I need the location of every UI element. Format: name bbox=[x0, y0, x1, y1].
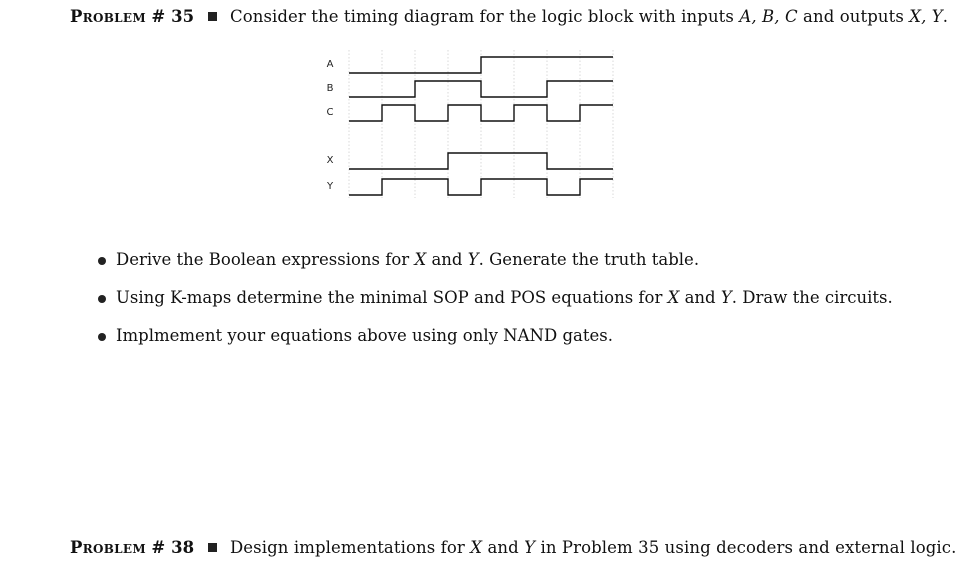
bullet-dot-icon bbox=[98, 295, 106, 303]
problem-38-statement: Problem # 38 Design implementations for X and Y in Problem 35 using decoders and external logic. bbox=[70, 538, 957, 557]
waveform-c bbox=[349, 105, 613, 121]
task-item-2: Using K-maps determine the minimal SOP and POS equations for X and Y. Draw the circuits. bbox=[98, 288, 893, 326]
task-item-3: Implmement your equations above using only NAND gates. bbox=[98, 326, 893, 364]
outputs-math: X, Y bbox=[909, 7, 943, 26]
signal-label-x: X bbox=[326, 155, 334, 166]
waveform-y bbox=[349, 179, 613, 195]
problem-number: # 38 bbox=[151, 538, 195, 557]
problem-label: Problem bbox=[70, 538, 146, 557]
bullet-dot-icon bbox=[98, 333, 106, 341]
square-bullet-icon bbox=[208, 12, 217, 21]
waveform-a bbox=[349, 57, 613, 73]
problem-number: # 35 bbox=[151, 7, 195, 26]
timing-diagram bbox=[318, 46, 688, 206]
problem-text: Consider the timing diagram for the logic block with inputs bbox=[229, 7, 740, 26]
problem-text-middle: and outputs bbox=[797, 7, 910, 26]
waveform-b bbox=[349, 81, 613, 97]
inputs-math: A, B, C bbox=[739, 7, 798, 26]
signal-label-y: Y bbox=[326, 181, 334, 192]
problem-text-end: . bbox=[942, 7, 949, 26]
problem-label: Problem bbox=[70, 7, 146, 26]
bullet-dot-icon bbox=[98, 257, 106, 265]
signal-label-b: B bbox=[326, 83, 334, 94]
square-bullet-icon bbox=[208, 543, 217, 552]
task-list bbox=[98, 250, 893, 364]
problem-35-statement bbox=[70, 7, 948, 26]
task-item-1: Derive the Boolean expressions for X and Y. Generate the truth table. bbox=[98, 250, 893, 288]
signal-label-a: A bbox=[326, 59, 334, 70]
signal-label-c: C bbox=[326, 107, 334, 118]
